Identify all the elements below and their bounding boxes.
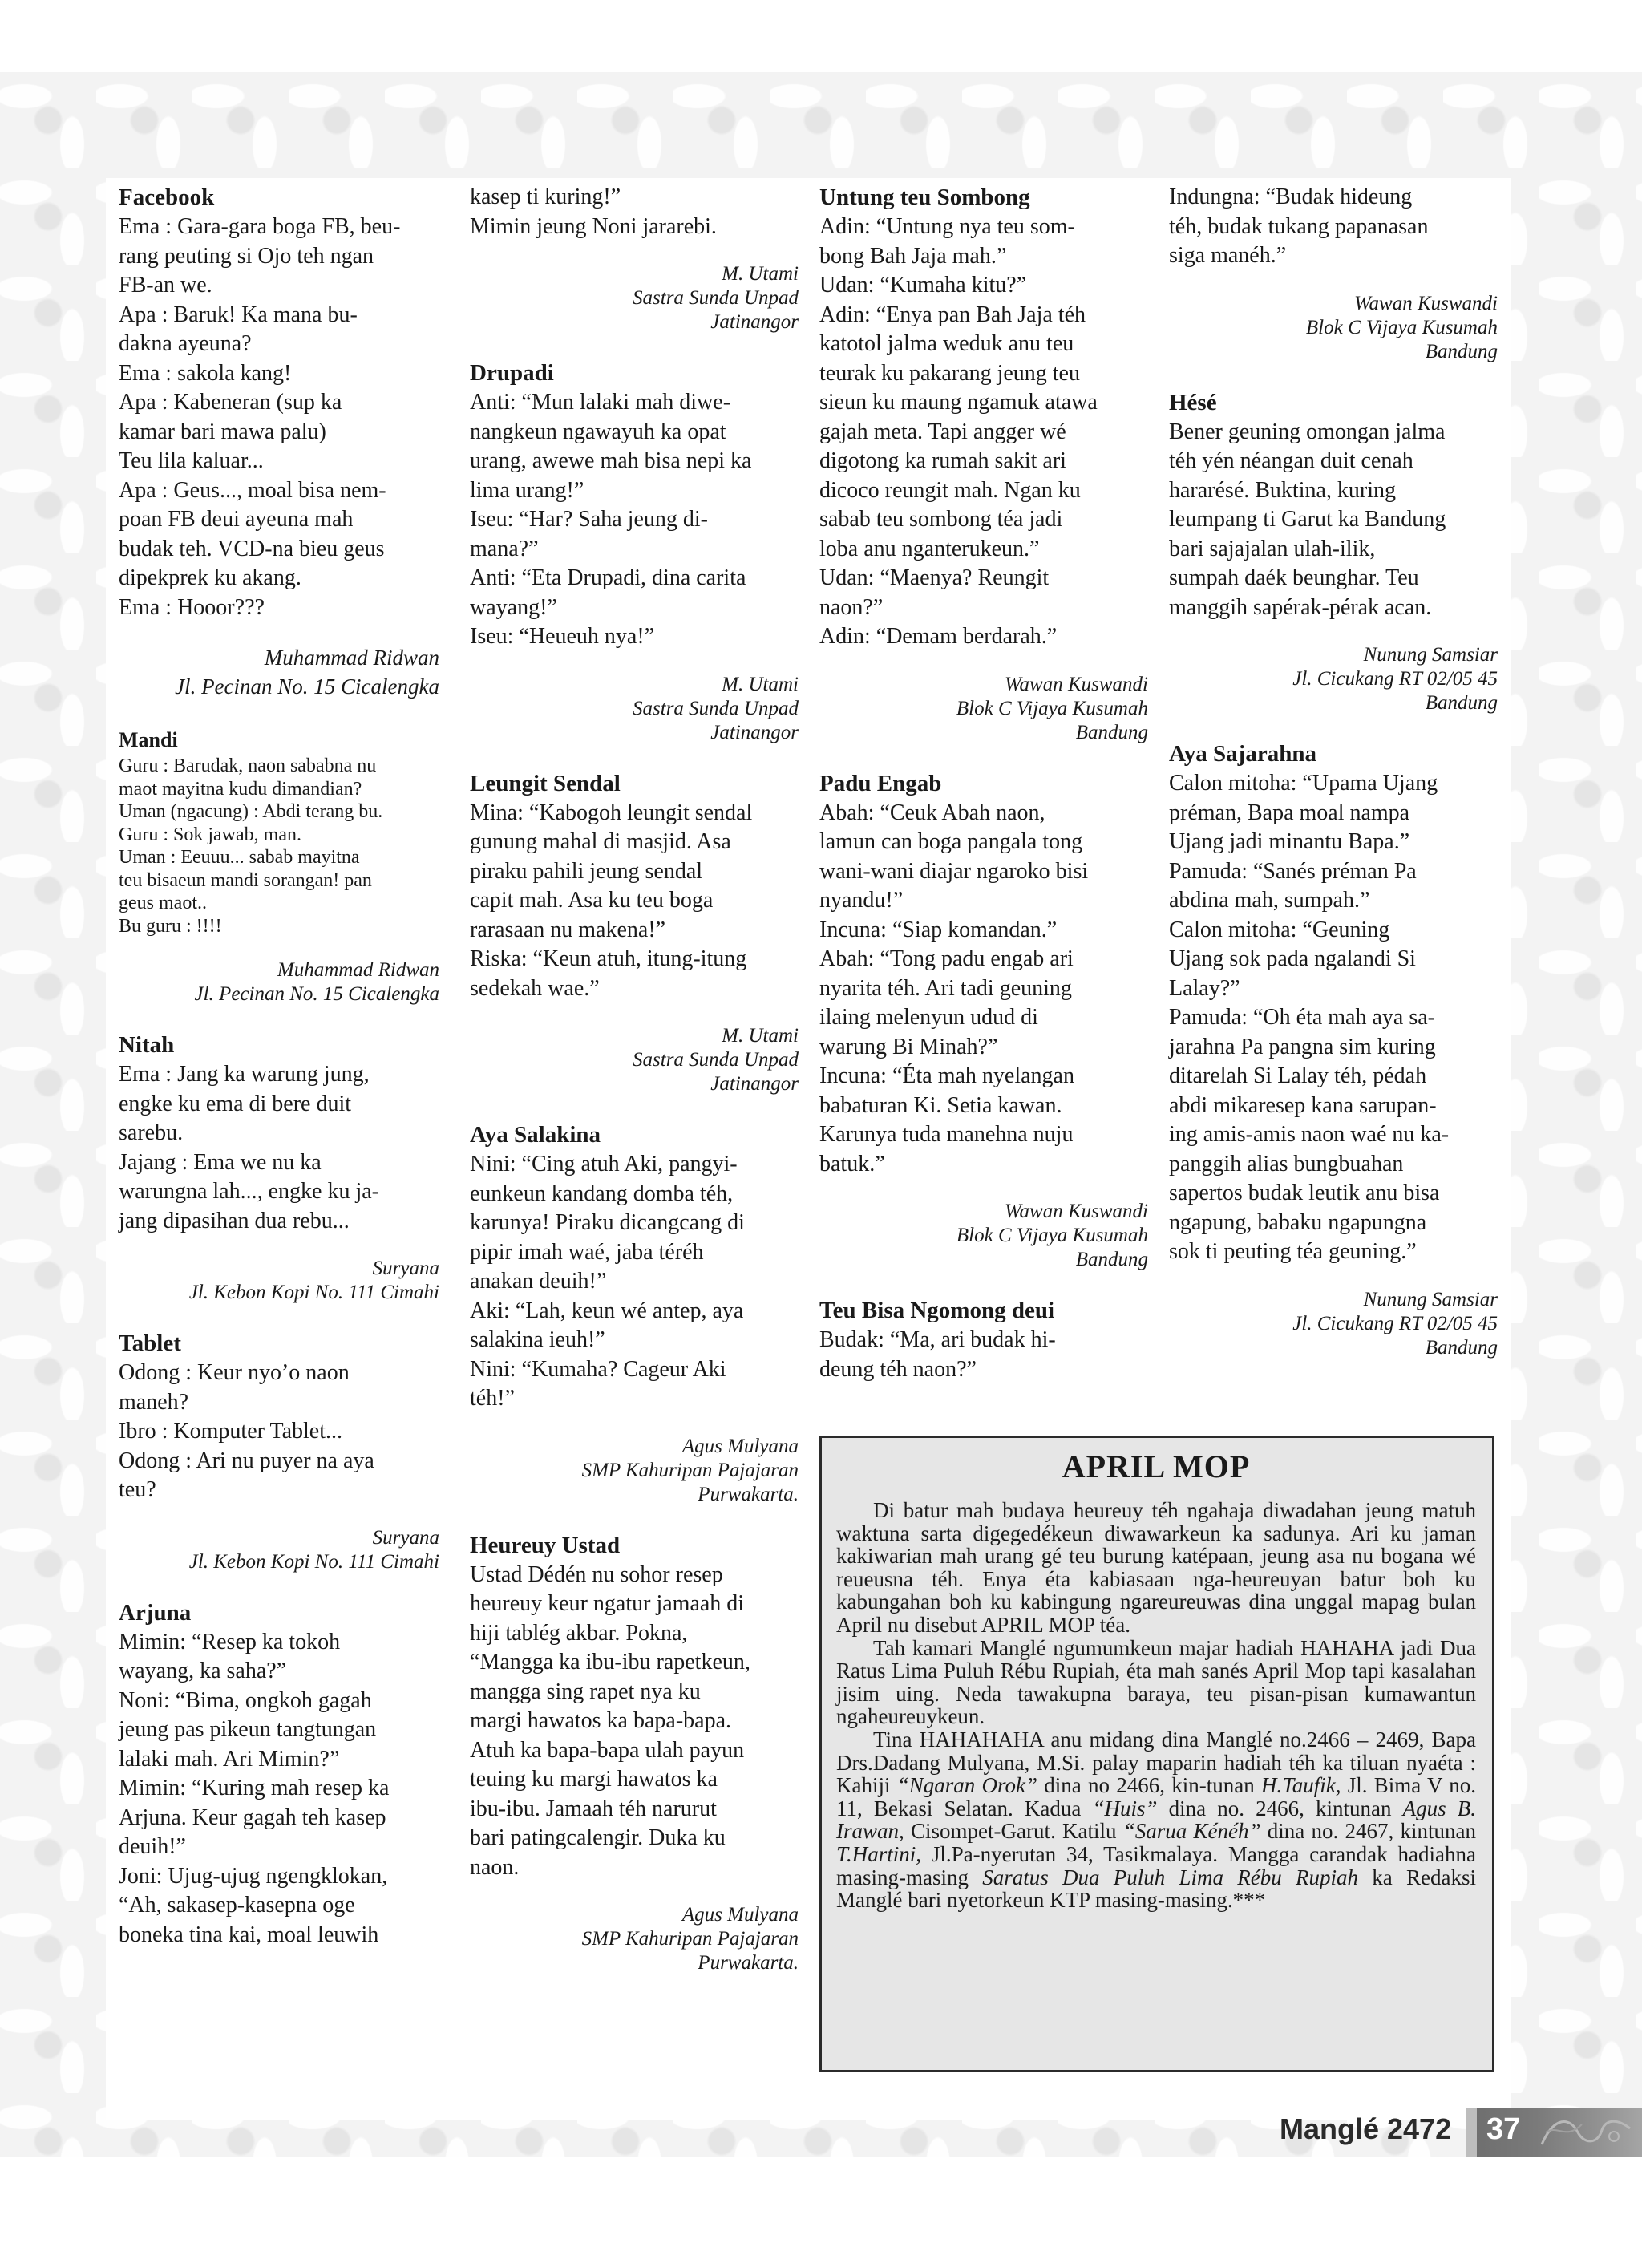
article-mandi: [119, 725, 439, 938]
article-continued: [1169, 183, 1498, 271]
body-line: Nini: “Kumaha? Cageur Aki: [470, 1356, 726, 1382]
body-line: maot mayitna kudu dimandian?: [119, 778, 362, 800]
article-drupadi: [470, 358, 799, 652]
column-4: [1169, 183, 1498, 1384]
article-title: Nitah: [119, 1032, 175, 1058]
body-line: sarebu.: [119, 1120, 184, 1145]
body-line: Anti: “Eta Drupadi, dina carita: [470, 565, 746, 590]
author-name: M. Utami: [722, 1025, 799, 1047]
body-line: engke ku ema di bere duit: [119, 1091, 352, 1116]
body-line: Adin: “Demam berdarah.”: [819, 624, 1058, 649]
body-line: Guru : Sok jawab, man.: [119, 824, 301, 845]
body-line: téh, budak tukang papanasan: [1169, 213, 1429, 239]
ornament-icon: [1538, 2112, 1634, 2153]
body-line: nyarita téh. Ari tadi geuning: [819, 975, 1072, 1001]
body-line: naon?”: [819, 594, 884, 620]
april-mop-box: [819, 1436, 1494, 2072]
article-aya-salakina: [470, 1120, 799, 1414]
author-signature: [470, 1435, 799, 1507]
author-address: Sastra Sunda Unpad: [633, 697, 799, 719]
body-line: Indungna: “Budak hideung: [1169, 184, 1413, 209]
article-title: Aya Salakina: [470, 1122, 601, 1148]
p3-text: Jl.Pa-nyerutan 34, Tasikmalaya. Mangga carandak hadiahna masing-masing: [836, 1841, 1476, 1889]
body-line: sumpah daék beunghar. Teu: [1169, 565, 1419, 590]
body-line: Pamuda: “Sanés préman Pa: [1169, 858, 1417, 884]
body-line: gajah meta. Tapi angger wé: [819, 419, 1066, 444]
p3-text: Jl. Bima V no. 11, Bekasi Selatan. Kadua: [836, 1773, 1476, 1820]
article-body: [1169, 418, 1498, 623]
body-line: Ujang sok pada ngalandi Si: [1169, 946, 1416, 971]
body-line: ilaing melenyun udud di: [819, 1005, 1038, 1030]
body-line: batuk.”: [819, 1151, 885, 1177]
article-body: [119, 1060, 439, 1236]
body-line: Uman : Eeuuu... sabab mayitna: [119, 847, 360, 868]
body-line: Incuna: “Siap komandan.”: [819, 917, 1058, 942]
body-line: dakna ayeuna?: [119, 331, 252, 356]
body-line: Joni: Ujug-ujug ngengklokan,: [119, 1863, 388, 1889]
article-title: Mandi: [119, 728, 178, 751]
article-body: [119, 213, 439, 622]
author-signature: [1169, 1288, 1498, 1360]
p3-text: ka Redaksi Manglé bari nyetorkeun KTP masing-masing.***: [836, 1865, 1476, 1913]
body-line: maneh?: [119, 1389, 189, 1415]
body-line: rarasaan nu makena!”: [470, 917, 666, 942]
p3-italic: H.Taufik,: [1260, 1773, 1341, 1798]
body-line: siga manéh.”: [1169, 243, 1287, 268]
article-title: Facebook: [119, 184, 215, 210]
body-line: bari sajajalan ulah-ilik,: [1169, 536, 1376, 561]
body-line: gunung mahal di masjid. Asa: [470, 829, 731, 854]
body-line: Ema : Jang ka warung jung,: [119, 1062, 370, 1087]
body-line: Abah: “Tong padu engab ari: [819, 946, 1074, 971]
body-line: ngapung, babaku ngapungna: [1169, 1209, 1427, 1235]
body-line: teu?: [119, 1477, 156, 1502]
article-body: [470, 799, 799, 1004]
body-line: Guru : Barudak, naon sababna nu: [119, 755, 377, 776]
article-title: Teu Bisa Ngomong deui: [819, 1298, 1055, 1323]
body-line: digotong ka rumah sakit ari: [819, 448, 1066, 473]
article-nitah: [119, 1031, 439, 1236]
author-signature: [470, 1903, 799, 1975]
author-address: Jl. Pecinan No. 15 Cicalengka: [194, 983, 439, 1005]
article-body: [470, 1561, 799, 1883]
body-line: anakan deuih!”: [470, 1269, 607, 1294]
article-body: [470, 388, 799, 652]
author-name: Muhammad Ridwan: [264, 646, 439, 670]
body-line: Budak: “Ma, ari budak hi-: [819, 1327, 1056, 1352]
body-line: ing amis-amis naon waé nu ka-: [1169, 1122, 1450, 1147]
body-line: Odong : Ari nu puyer na aya: [119, 1448, 374, 1473]
article-body: [1169, 183, 1498, 271]
body-line: “Ah, sakasep-kasepna oge: [119, 1893, 355, 1918]
body-line: dipekprek ku akang.: [119, 565, 301, 590]
author-name: Suryana: [372, 1526, 439, 1549]
column-1: [119, 183, 439, 1958]
body-line: naon.: [470, 1854, 520, 1880]
article-title: Padu Engab: [819, 770, 942, 796]
author-address: Sastra Sunda Unpad: [633, 1049, 799, 1071]
article-title: Leungit Sendal: [470, 770, 621, 796]
author-name: Wawan Kuswandi: [1005, 1201, 1148, 1222]
body-line: Odong : Keur nyo’o naon: [119, 1360, 350, 1385]
body-line: Incuna: “Éta mah nyelangan: [819, 1063, 1074, 1088]
body-line: urang, awewe mah bisa nepi ka: [470, 448, 752, 473]
author-address: Bandung: [1075, 1249, 1148, 1270]
author-address: Bandung: [1425, 340, 1498, 362]
p3-text: dina no. 2467, kintunan: [1260, 1819, 1476, 1844]
body-line: sedekah wae.”: [470, 975, 600, 1001]
body-line: ditarelah Si Lalay téh, pédah: [1169, 1063, 1427, 1088]
author-address: Jl. Cicukang RT 02/05 45: [1292, 668, 1498, 690]
body-line: pipir imah waé, jaba téréh: [470, 1239, 704, 1265]
body-line: nyandu!”: [819, 888, 904, 913]
body-line: manggih sapérak-pérak acan.: [1169, 594, 1432, 620]
article-arjuna: [119, 1598, 439, 1950]
april-mop-paragraph-3: [836, 1728, 1476, 1912]
page-number-bar: [1466, 2108, 1642, 2157]
body-line: panggih alias bungbuahan: [1169, 1151, 1404, 1177]
author-name: Nunung Samsiar: [1363, 644, 1498, 666]
body-line: Mina: “Kabogoh leungit sendal: [470, 800, 753, 825]
article-body: [119, 755, 439, 938]
p3-text: dina no. 2466, kintunan: [1157, 1796, 1403, 1820]
body-line: Atuh ka bapa-bapa ulah payun: [470, 1737, 745, 1763]
april-mop-paragraph-2: Tah kamari Manglé ngumumkeun majar hadiah HAHAHA jadi Dua Ratus Lima Puluh Rébu Rupiah, éta mah sanés April Mop tapi kasalahan jisim uing. Neda tawakupna baraya, teu pisan-pisan kumawantun ngaheureuykeun.: [836, 1635, 1476, 1729]
body-line: hiji tablég akbar. Pokna,: [470, 1620, 688, 1646]
body-line: boneka tina kai, moal leuwih: [119, 1922, 379, 1947]
body-line: teurak ku pakarang jeung teu: [819, 360, 1080, 386]
p3-text: Cisompet-Garut. Katilu: [904, 1819, 1123, 1844]
article-body: [470, 1150, 799, 1414]
page-number: 37: [1486, 2112, 1521, 2146]
body-line: lamun can boga pangala tong: [819, 829, 1083, 854]
article-body: [119, 1628, 439, 1950]
body-line: ibu-ibu. Jamaah téh narurut: [470, 1796, 717, 1821]
body-line: kamar bari mawa palu): [119, 419, 326, 444]
author-address: Bandung: [1425, 1336, 1498, 1359]
body-line: deung téh naon?”: [819, 1356, 977, 1382]
body-line: FB-an we.: [119, 273, 212, 298]
author-name: Suryana: [372, 1258, 439, 1279]
body-line: Apa : Kabeneran (sup ka: [119, 390, 342, 415]
author-address: Jatinangor: [710, 311, 799, 333]
article-body: [819, 799, 1148, 1180]
author-address: Sastra Sunda Unpad: [633, 287, 799, 309]
author-signature: [119, 1257, 439, 1305]
author-address: Jl. Pecinan No. 15 Cicalengka: [175, 674, 439, 699]
body-line: Ustad Dédén nu sohor resep: [470, 1561, 723, 1587]
body-line: Ema : Hooor???: [119, 594, 265, 620]
author-name: M. Utami: [722, 263, 799, 285]
article-title: Arjuna: [119, 1599, 192, 1626]
author-signature: [119, 958, 439, 1006]
body-line: wani-wani diajar ngaroko bisi: [819, 858, 1089, 884]
author-signature: [1169, 643, 1498, 715]
author-address: Jl. Cicukang RT 02/05 45: [1292, 1312, 1498, 1334]
author-name: Agus Mulyana: [681, 1435, 799, 1457]
body-line: Nini: “Cing atuh Aki, pangyi-: [470, 1152, 738, 1177]
article-title: Hésé: [1169, 389, 1217, 415]
body-line: wayang!”: [470, 594, 557, 620]
body-line: Mimin: “Resep ka tokoh: [119, 1629, 341, 1654]
body-line: heureuy keur ngatur jamaah di: [470, 1591, 745, 1616]
body-line: sapertos budak leutik anu bisa: [1169, 1181, 1440, 1205]
body-line: Ema : sakola kang!: [119, 360, 292, 386]
body-line: rang peuting si Ojo teh ngan: [119, 243, 374, 269]
article-title: Untung teu Sombong: [819, 184, 1030, 210]
body-line: dicoco reungit mah. Ngan ku: [819, 477, 1081, 503]
body-line: sieun ku maung ngamuk atawa: [819, 390, 1098, 415]
body-line: leumpang ti Garut ka Bandung: [1169, 507, 1446, 532]
body-line: mangga sing rapet nya ku: [470, 1679, 701, 1704]
article-teu-bisa-ngomong-deui: [819, 1296, 1148, 1384]
body-line: Ema : Gara-gara boga FB, beu-: [119, 214, 401, 239]
body-line: lima urang!”: [470, 477, 584, 503]
article-title: Aya Sajarahna: [1169, 741, 1316, 767]
author-address: Jl. Kebon Kopi No. 111 Cimahi: [188, 1550, 439, 1573]
author-signature: [470, 262, 799, 334]
body-line: teuing ku margi hawatos ka: [470, 1767, 718, 1792]
body-line: Bener geuning omongan jalma: [1169, 419, 1446, 444]
article-tablet: [119, 1329, 439, 1505]
april-mop-paragraph-1: Di batur mah budaya heureuy téh ngahaja diwadahan jeung matuh waktuna sarta digegedékeun diwawarkeun ka sadunya. Ari ku jaman kakiwarian mah urang gé teu burung katépaan, jeung asa nu bogana wé reueusna téh. Enya éta kabiasaan nga-heureuyan batur boh ku kabungahan boh ku kabingung ngareureuwas dina unggal mapag bulan April nu disebut APRIL MOP téa.: [836, 1498, 1476, 1637]
author-address: Blok C Vijaya Kusumah: [956, 1225, 1148, 1246]
body-line: sok ti peuting téa geuning.”: [1169, 1239, 1417, 1264]
p3-text: Tina HAHAHAHA anu midang dina Manglé no.2466 – 2469, Bapa Drs.Dadang Mulyana, M.Si. palay maparin hadiah téh ka tiluan nyaéta : Kahiji: [836, 1727, 1476, 1798]
author-name: Muhammad Ridwan: [277, 959, 439, 981]
body-line: wayang, ka saha?”: [119, 1658, 287, 1683]
author-address: SMP Kahuripan Pajajaran: [581, 1928, 799, 1950]
body-line: eunkeun kandang domba téh,: [470, 1181, 734, 1206]
body-line: Karunya tuda manehna nuju: [819, 1122, 1074, 1147]
body-line: nangkeun ngawayuh ka opat: [470, 419, 726, 444]
body-line: Mimin: “Kuring mah resep ka: [119, 1776, 390, 1800]
p3-italic: Agus B. Irawan,: [836, 1796, 1476, 1844]
body-line: Iseu: “Heueuh nya!”: [470, 624, 655, 649]
author-address: Jl. Kebon Kopi No. 111 Cimahi: [188, 1282, 439, 1303]
body-line: loba anu nganterukeun.”: [819, 536, 1040, 561]
body-line: abdina mah, sumpah.”: [1169, 888, 1370, 913]
body-line: Arjuna. Keur gagah teh kasep: [119, 1804, 386, 1830]
p3-italic: “Huis”: [1092, 1796, 1158, 1820]
article-untung-teu-sombong: [819, 183, 1148, 652]
body-line: deuih!”: [119, 1834, 186, 1859]
body-line: Abah: “Ceuk Abah naon,: [819, 800, 1045, 825]
article-facebook: [119, 183, 439, 622]
author-name: Nunung Samsiar: [1363, 1288, 1498, 1310]
body-line: teu bisaeun mandi sorangan! pan: [119, 869, 372, 891]
body-line: Iseu: “Har? Saha jeung di-: [470, 507, 708, 532]
author-address: SMP Kahuripan Pajajaran: [581, 1459, 799, 1481]
body-line: Noni: “Bima, ongkoh gagah: [119, 1687, 372, 1713]
body-line: mana?”: [470, 536, 539, 561]
p3-italic: T.Hartini,: [836, 1841, 922, 1866]
article-h-s: [1169, 388, 1498, 623]
body-line: jeung pas pikeun tangtungan: [119, 1717, 377, 1742]
article-body: [470, 183, 799, 241]
body-line: jarahna Pa pangna sim kuring: [1169, 1034, 1436, 1059]
body-line: Aki: “Lah, keun wé antep, aya: [470, 1298, 744, 1323]
body-line: bong Bah Jaja mah.”: [819, 243, 1007, 269]
body-line: Ibro : Komputer Tablet...: [119, 1419, 343, 1444]
article-leungit-sendal: [470, 769, 799, 1004]
author-signature: [119, 643, 439, 701]
body-line: Udan: “Kumaha kitu?”: [819, 273, 1027, 298]
body-line: Adin: “Untung nya teu som-: [819, 214, 1075, 239]
author-address: Purwakarta.: [698, 1483, 799, 1505]
author-address: Blok C Vijaya Kusumah: [1305, 316, 1498, 338]
body-line: Udan: “Maenya? Reungit: [819, 565, 1050, 590]
article-body: [819, 213, 1148, 652]
p3-italic: “Sarua Kénéh”: [1122, 1819, 1261, 1844]
author-signature: [119, 1526, 439, 1574]
body-line: karunya! Piraku dicangcang di: [470, 1210, 745, 1235]
author-signature: [819, 1200, 1148, 1272]
body-line: warungna lah..., engke ku ja-: [119, 1179, 379, 1204]
author-address: Blok C Vijaya Kusumah: [956, 697, 1148, 719]
article-continued: [470, 183, 799, 241]
author-signature: [819, 673, 1148, 745]
body-line: Apa : Geus..., moal bisa nem-: [119, 477, 386, 503]
p3-italic: “Ngaran Orok”: [896, 1773, 1038, 1798]
body-line: sabab teu sombong téa jadi: [819, 507, 1063, 532]
author-signature: [470, 1024, 799, 1096]
body-line: Ujang jadi minantu Bapa.”: [1169, 829, 1410, 854]
body-line: Jajang : Ema we nu ka: [119, 1149, 322, 1175]
p3-italic: Saratus Dua Puluh Lima Rébu Rupiah: [982, 1865, 1358, 1889]
body-line: bari patingcalengir. Duka ku: [470, 1825, 726, 1850]
article-padu-engab: [819, 769, 1148, 1180]
author-name: Agus Mulyana: [681, 1904, 799, 1926]
body-line: margi hawatos ka bapa-bapa.: [470, 1708, 732, 1733]
article-title: Tablet: [119, 1330, 181, 1356]
column-2: [470, 183, 799, 1999]
author-name: Wawan Kuswandi: [1354, 292, 1498, 314]
body-line: salakina ieuh!”: [470, 1327, 605, 1352]
body-line: lalaki mah. Ari Mimin?”: [119, 1746, 340, 1772]
author-address: Jatinangor: [710, 721, 799, 743]
body-line: hararésé. Buktina, kuring: [1169, 477, 1397, 503]
p3-text: dina no 2466, kin-tunan: [1037, 1773, 1261, 1798]
article-heureuy-ustad: [470, 1531, 799, 1883]
body-line: capit mah. Asa ku teu boga: [470, 888, 714, 913]
body-line: Bu guru : !!!!: [119, 915, 222, 937]
author-name: Wawan Kuswandi: [1005, 673, 1148, 695]
body-line: warung Bi Minah?”: [819, 1034, 998, 1059]
magazine-issue-label: Manglé 2472: [1280, 2112, 1452, 2145]
body-line: Anti: “Mun lalaki mah diwe-: [470, 390, 731, 415]
author-address: Jatinangor: [710, 1073, 799, 1095]
body-line: Riska: “Keun atuh, itung-itung: [470, 946, 747, 971]
author-address: Bandung: [1425, 692, 1498, 714]
article-aya-sajarahna: [1169, 739, 1498, 1267]
body-line: babaturan Ki. Setia kawan.: [819, 1092, 1062, 1118]
article-body: [819, 1326, 1148, 1384]
bar-accent: [1466, 2108, 1477, 2157]
body-line: budak teh. VCD-na bieu geus: [119, 536, 385, 561]
article-body: [1169, 769, 1498, 1267]
body-line: poan FB deui ayeuna mah: [119, 507, 354, 532]
author-address: Purwakarta.: [698, 1952, 799, 1974]
author-signature: [470, 673, 799, 745]
body-line: préman, Bapa moal nampa: [1169, 800, 1410, 825]
april-mop-title: APRIL MOP: [1062, 1448, 1251, 1484]
body-line: katotol jalma weduk anu teu: [819, 331, 1074, 356]
body-line: téh yén néangan duit cenah: [1169, 448, 1413, 473]
body-line: Adin: “Enya pan Bah Jaja téh: [819, 302, 1086, 327]
body-line: téh!”: [470, 1386, 515, 1411]
body-line: “Mangga ka ibu-ibu rapetkeun,: [470, 1650, 750, 1675]
author-address: Bandung: [1075, 721, 1148, 743]
body-line: Pamuda: “Oh éta mah aya sa-: [1169, 1005, 1435, 1030]
article-title: Drupadi: [470, 360, 554, 386]
body-line: Lalay?”: [1169, 975, 1240, 1001]
column-3: [819, 183, 1148, 1392]
body-line: Teu lila kaluar...: [119, 448, 264, 473]
body-line: abdi mikaresep kana sarupan-: [1169, 1092, 1437, 1118]
body-line: piraku pahili jeung sendal: [470, 858, 703, 884]
body-line: geus maot..: [119, 893, 207, 913]
body-line: jang dipasihan dua rebu...: [119, 1208, 350, 1233]
author-name: M. Utami: [722, 673, 799, 695]
body-line: Calon mitoha: “Geuning: [1169, 917, 1390, 942]
body-line: Calon mitoha: “Upama Ujang: [1169, 771, 1438, 796]
body-line: Apa : Baruk! Ka mana bu-: [119, 302, 358, 327]
body-line: kasep ti kuring!”: [470, 184, 621, 209]
article-body: [119, 1359, 439, 1505]
body-line: Mimin jeung Noni jararebi.: [470, 213, 717, 239]
author-signature: [1169, 292, 1498, 364]
article-title: Heureuy Ustad: [470, 1532, 621, 1558]
body-line: Uman (ngacung) : Abdi terang bu.: [119, 801, 383, 822]
page-footer: [1235, 2108, 1642, 2159]
